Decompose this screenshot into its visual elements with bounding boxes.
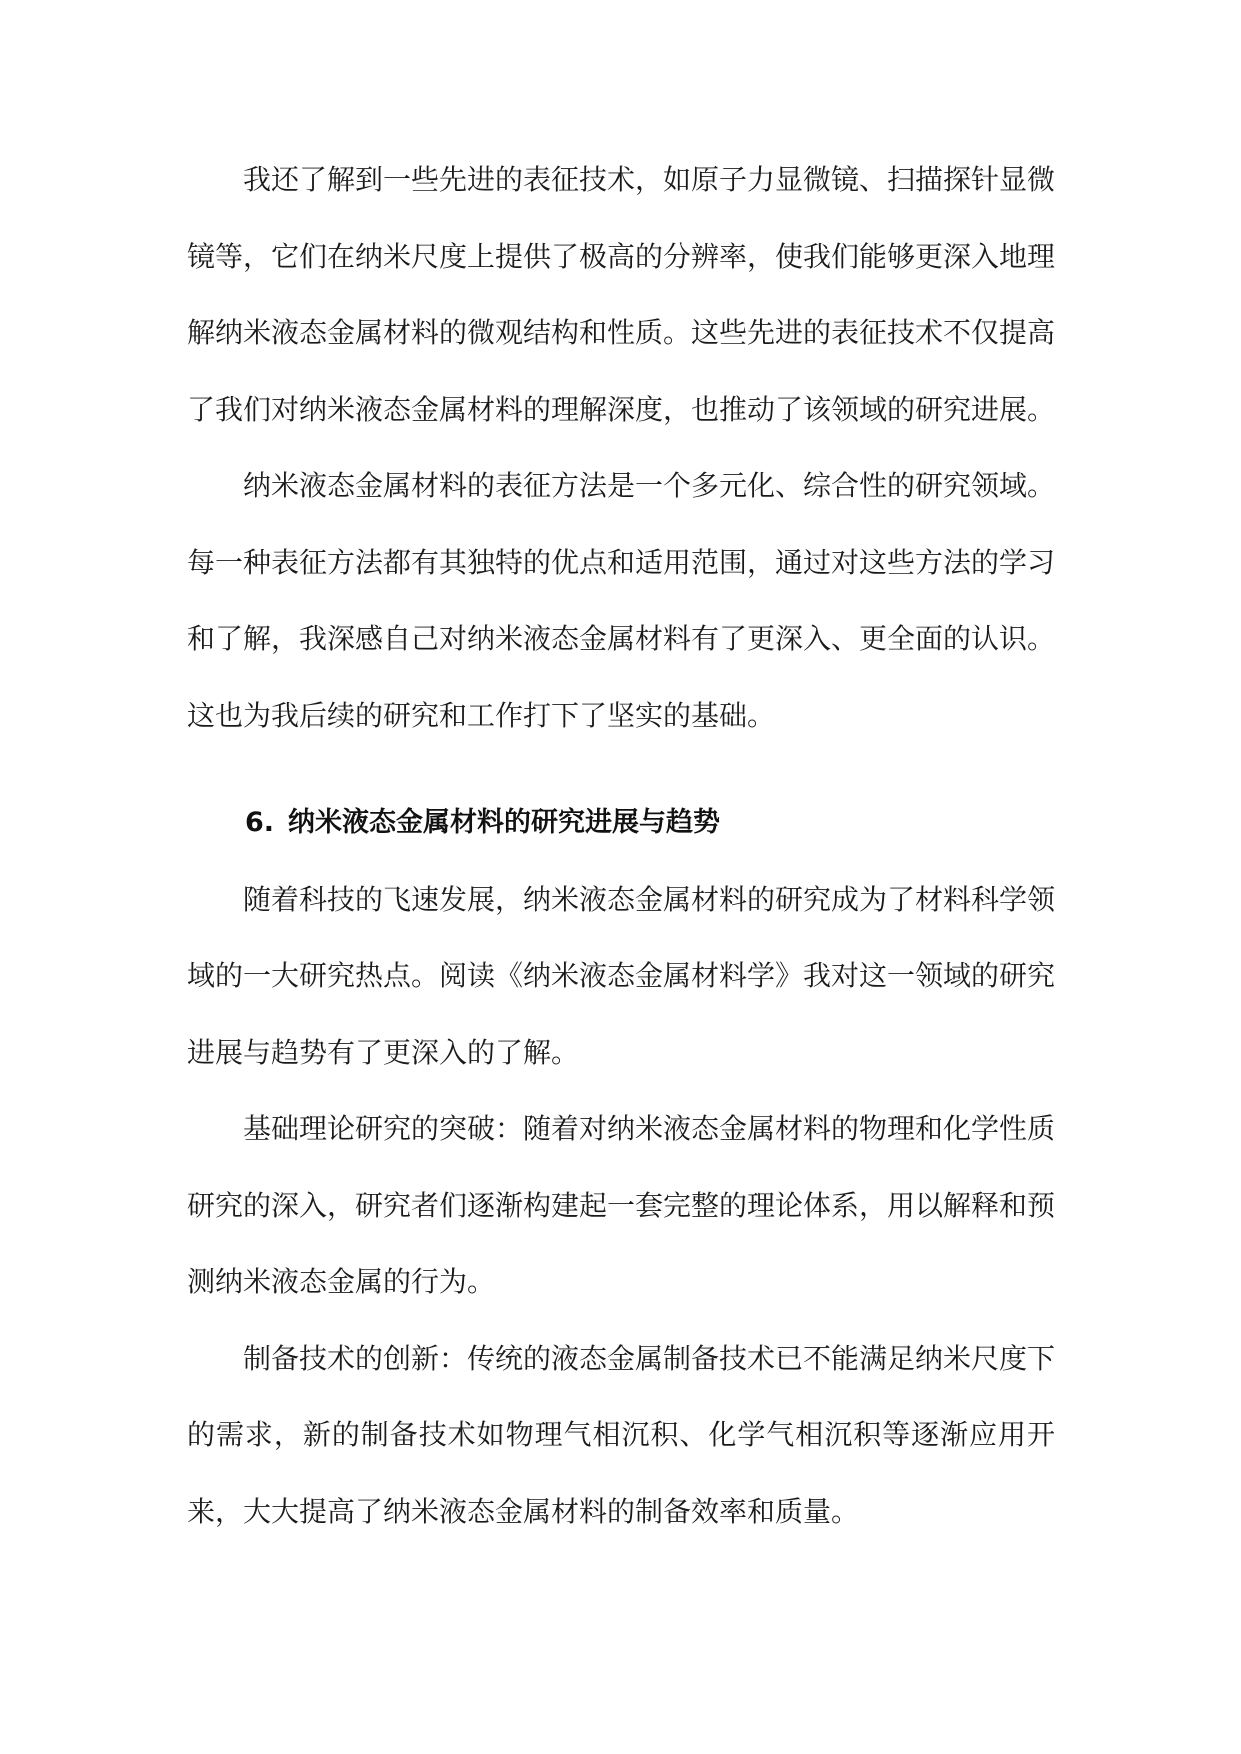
paragraph-advanced-techniques: 我还了解到一些先进的表征技术，如原子力显微镜、扫描探针显微镜等，它们在纳米尺度上提供了极高的分辨率，使我们能够更深入地理解纳米液态金属材料的微观结构和性质。这些先进的表征技术不仅提高了我们对纳米液态金属材料的理解深度，也推动了该领域的研究进展。 (187, 163, 1056, 426)
paragraph-fabrication-innovation: 制备技术的创新：传统的液态金属制备技术已不能满足纳米尺度下的需求，新的制备技术如物理气相沉积、化学气相沉积等逐渐应用开来，大大提高了纳米液态金属材料的制备效率和质量。 (187, 1341, 1056, 1528)
section-title: 纳米液态金属材料的研究进展与趋势 (288, 807, 721, 838)
page-content (187, 142, 1055, 1550)
paragraph-research-hotspot: 随着科技的飞速发展，纳米液态金属材料的研究成为了材料科学领域的一大研究热点。阅读《纳米液态金属材料学》我对这一领域的研究进展与趋势有了更深入的了解。 (187, 882, 1056, 1069)
paragraph-theory-breakthrough: 基础理论研究的突破：随着对纳米液态金属材料的物理和化学性质研究的深入，研究者们逐渐构建起一套完整的理论体系，用以解释和预测纳米液态金属的行为。 (187, 1112, 1056, 1298)
paragraph-characterization-summary: 纳米液态金属材料的表征方法是一个多元化、综合性的研究领域。每一种表征方法都有其独特的优点和适用范围，通过对这些方法的学习和了解，我深感自己对纳米液态金属材料有了更深入、更全面的认识。这也为我后续的研究和工作打下了坚实的基础。 (187, 469, 1056, 732)
section-number: 6. (245, 807, 275, 838)
section-heading (187, 785, 1055, 862)
